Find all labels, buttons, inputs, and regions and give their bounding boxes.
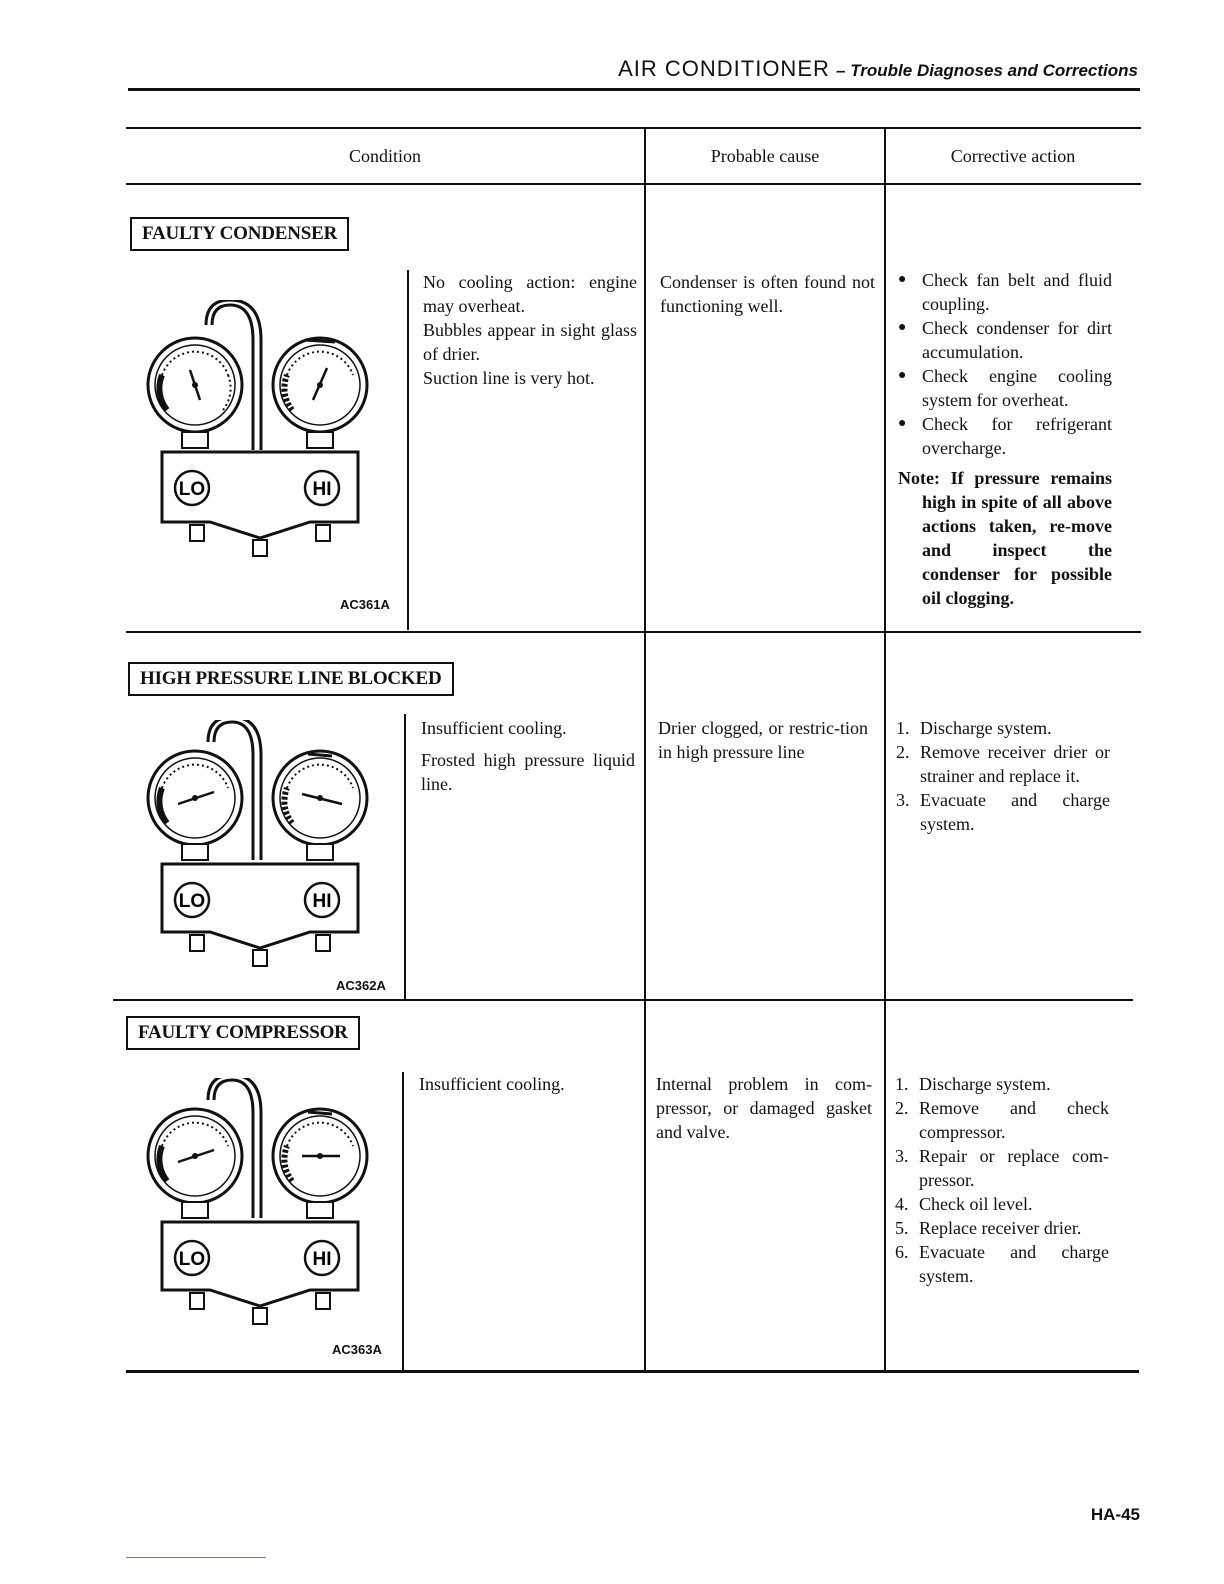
condition-line: Insufficient cooling. xyxy=(421,718,567,738)
action-note: Note: If pressure remains high in spite of all above actions taken, re-move and inspect the condenser for possible oil clogging. xyxy=(898,468,1112,608)
figure-id: AC363A xyxy=(332,1342,382,1357)
cause-text: Condenser is often found not functioning well. xyxy=(660,272,875,316)
cause-text: Internal problem in com-pressor, or damaged gasket and valve. xyxy=(656,1074,872,1142)
hi-label: HI xyxy=(312,891,332,912)
column-header-condition: Condition xyxy=(348,146,421,166)
hi-gauge-icon xyxy=(273,751,367,845)
lo-label: LO xyxy=(178,891,206,912)
action-item: ● Check engine cooling system for overheat. xyxy=(898,364,1112,412)
hi-label: HI xyxy=(312,1249,332,1270)
condition-line: Bubbles appear in sight glass of drier. xyxy=(423,320,637,364)
column-header-action: Corrective action xyxy=(950,146,1076,166)
hi-gauge-icon xyxy=(273,338,367,432)
row2-inner-divider xyxy=(404,714,406,1000)
lo-label: LO xyxy=(178,1249,206,1270)
condition-text xyxy=(419,1072,633,1096)
action-item: 1. Discharge system. xyxy=(896,718,1052,738)
row2-bottom-rule xyxy=(113,999,1133,1001)
action-item: 1. Discharge system. xyxy=(895,1074,1051,1094)
gauge-set-figure xyxy=(140,720,380,980)
page-subtitle: – Trouble Diagnoses and Corrections xyxy=(836,61,1138,80)
action-item: 2. Remove receiver drier or strainer and replace it. xyxy=(896,742,1110,786)
action-item: 3. Repair or replace com-pressor. xyxy=(895,1146,1109,1190)
page-header xyxy=(618,56,1138,82)
row3-inner-divider xyxy=(402,1072,404,1370)
page-title: AIR CONDITIONER xyxy=(618,56,830,81)
condition-line: Suction line is very hot. xyxy=(423,368,595,388)
cause-text: Drier clogged, or restric-tion in high pressure line xyxy=(658,718,868,762)
gauge-set-figure xyxy=(140,300,380,570)
action-item: ● Check for refrigerant overcharge. xyxy=(898,412,1112,460)
column-divider-action xyxy=(884,127,886,1372)
action-list xyxy=(896,716,1110,836)
column-divider-cause xyxy=(644,127,646,1372)
condition-title-high-pressure-line-blocked: HIGH PRESSURE LINE BLOCKED xyxy=(128,662,454,696)
row1-bottom-rule xyxy=(126,631,1141,633)
action-item: 5. Replace receiver drier. xyxy=(895,1218,1082,1238)
condition-line: No cooling action: engine may overheat. xyxy=(423,272,637,316)
column-header-cause: Probable cause xyxy=(710,146,820,166)
table-head-rule xyxy=(126,183,1141,185)
condition-title-faulty-compressor: FAULTY COMPRESSOR xyxy=(126,1016,360,1050)
gauge-set-figure xyxy=(140,1078,380,1338)
footer-link-rule xyxy=(126,1557,266,1558)
lo-label: LO xyxy=(178,479,206,500)
action-item: 2. Remove and check compressor. xyxy=(895,1098,1109,1142)
action-item: 3. Evacuate and charge system. xyxy=(896,790,1110,834)
action-item: ● Check fan belt and fluid coupling. xyxy=(898,268,1112,316)
action-list xyxy=(895,1072,1109,1288)
action-item: 6. Evacuate and charge system. xyxy=(895,1242,1109,1286)
action-item: ● Check condenser for dirt accumulation. xyxy=(898,316,1112,364)
hi-gauge-icon xyxy=(273,1109,367,1203)
lo-gauge-icon xyxy=(148,338,242,432)
action-item: 4. Check oil level. xyxy=(895,1194,1033,1214)
lo-gauge-icon xyxy=(148,1109,242,1203)
condition-text xyxy=(423,270,637,390)
table-top-rule xyxy=(126,127,1141,129)
figure-id: AC361A xyxy=(340,597,390,612)
hi-label: HI xyxy=(312,479,332,500)
row1-inner-divider xyxy=(407,270,409,630)
page-number: HA-45 xyxy=(1090,1505,1140,1524)
table-bottom-rule xyxy=(126,1370,1139,1373)
condition-title-faulty-condenser: FAULTY CONDENSER xyxy=(130,217,349,251)
header-rule xyxy=(128,88,1140,91)
condition-line: Frosted high pressure liquid line. xyxy=(421,750,635,794)
figure-id: AC362A xyxy=(336,978,386,993)
condition-text xyxy=(421,716,635,796)
lo-gauge-icon xyxy=(148,751,242,845)
action-list xyxy=(898,268,1112,610)
condition-line: Insufficient cooling. xyxy=(419,1074,565,1094)
